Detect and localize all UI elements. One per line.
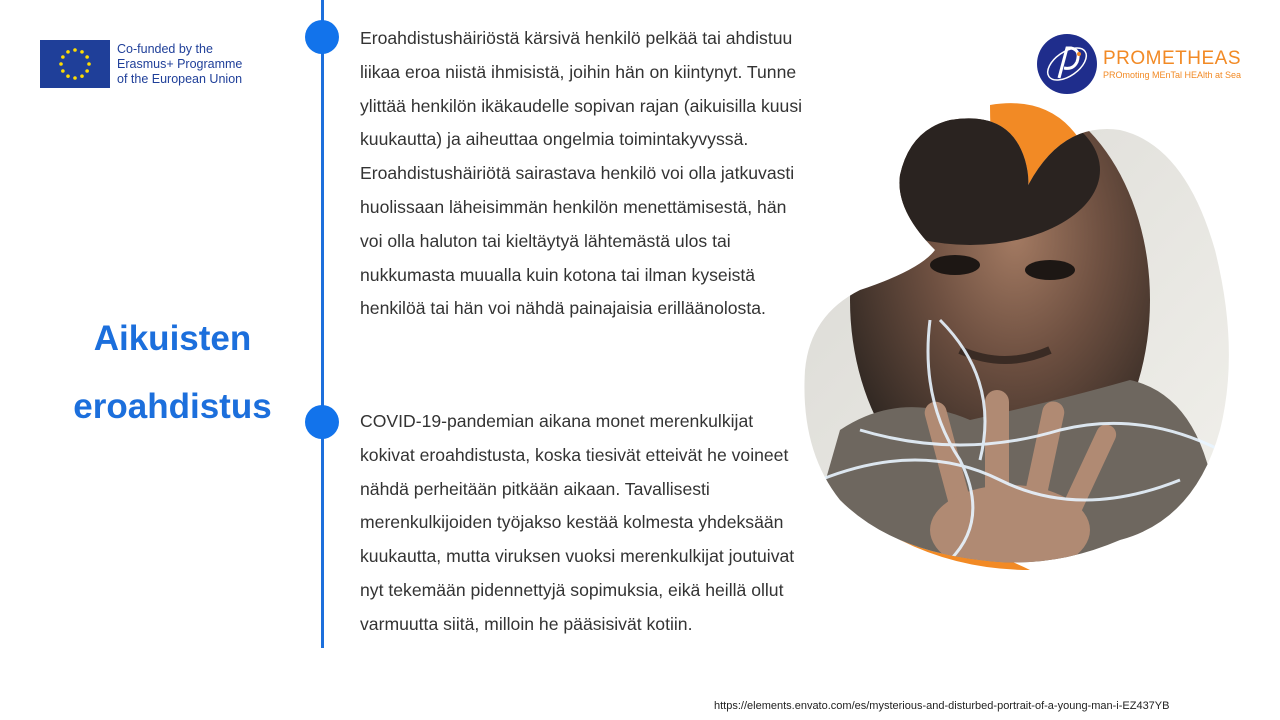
eu-star <box>80 74 84 78</box>
eu-flag-icon <box>40 40 110 88</box>
eu-text-line: Co-funded by the <box>117 42 213 56</box>
timeline-dot <box>305 405 339 439</box>
eu-star <box>61 69 65 73</box>
eu-text-line: of the European Union <box>117 72 243 86</box>
paragraph-separation-anxiety: Eroahdistushäiriöstä kärsivä henkilö pelkää tai ahdistuu liikaa eroa niistä ihmisistä, joihin hän on kiintynyt. Tunne ylittää henkilön ikäkaudelle sopivan rajan (aikuisilla kuusi kuukautta) ja aiheuttaa ongelmia toimintakyvyssä. Eroahdistushäiriötä sairastava henkilö voi olla jatkuvasti huolissaan läheisimmän henkilön menettämisestä, hän voi olla haluton tai kieltäytyä lähtemästä ulos tai nukkumasta muualla kuin kotona tai ilman kyseistä henkilöä tai hän voi nähdä painajaisia erilläänolosta. <box>360 28 803 319</box>
slide-title-line: eroahdistus <box>73 387 272 426</box>
eu-star <box>59 62 63 66</box>
prometheas-logo <box>1037 34 1241 94</box>
eu-star <box>85 55 89 59</box>
portrait-photo-blob <box>800 100 1230 570</box>
eu-cofunded-text <box>117 42 242 87</box>
eu-star <box>80 50 84 54</box>
eu-text-line: Erasmus+ Programme <box>117 57 243 71</box>
eu-star <box>66 50 70 54</box>
eu-star <box>73 76 77 80</box>
slide-title-line: Aikuisten <box>93 319 252 358</box>
timeline-line <box>321 0 324 648</box>
prometheas-title: PROMETHEAS <box>1103 47 1242 69</box>
timeline-dot <box>305 20 339 54</box>
prometheas-emblem-icon <box>1037 34 1097 94</box>
eu-star <box>85 69 89 73</box>
slide-title <box>40 305 305 441</box>
paragraph-covid-seafarers: COVID-19-pandemian aikana monet merenkulkijat kokivat eroahdistusta, koska tiesivät etteivät he voineet nähdä perheitään pitkään aikaan. Tavallisesti merenkulkijoiden työjakso kestää kolmesta yhdeksään kuukautta, mutta viruksen vuoksi merenkulkijat joutuivat nyt tekemään pidennettyjä sopimuksia, eikä heillä ollut varmuutta siitä, milloin he pääsisivät kotiin. <box>360 411 795 634</box>
prometheas-subtitle: PROmoting MEnTal HEAlth at Sea <box>1103 69 1242 80</box>
eu-star <box>73 48 77 52</box>
eu-star <box>87 62 91 66</box>
eu-star <box>66 74 70 78</box>
eu-star <box>61 55 65 59</box>
image-credit: https://elements.envato.com/es/mysterious-and-disturbed-portrait-of-a-young-man-i-EZ437YB <box>714 700 1170 712</box>
eu-cofunded-logo <box>40 40 242 88</box>
